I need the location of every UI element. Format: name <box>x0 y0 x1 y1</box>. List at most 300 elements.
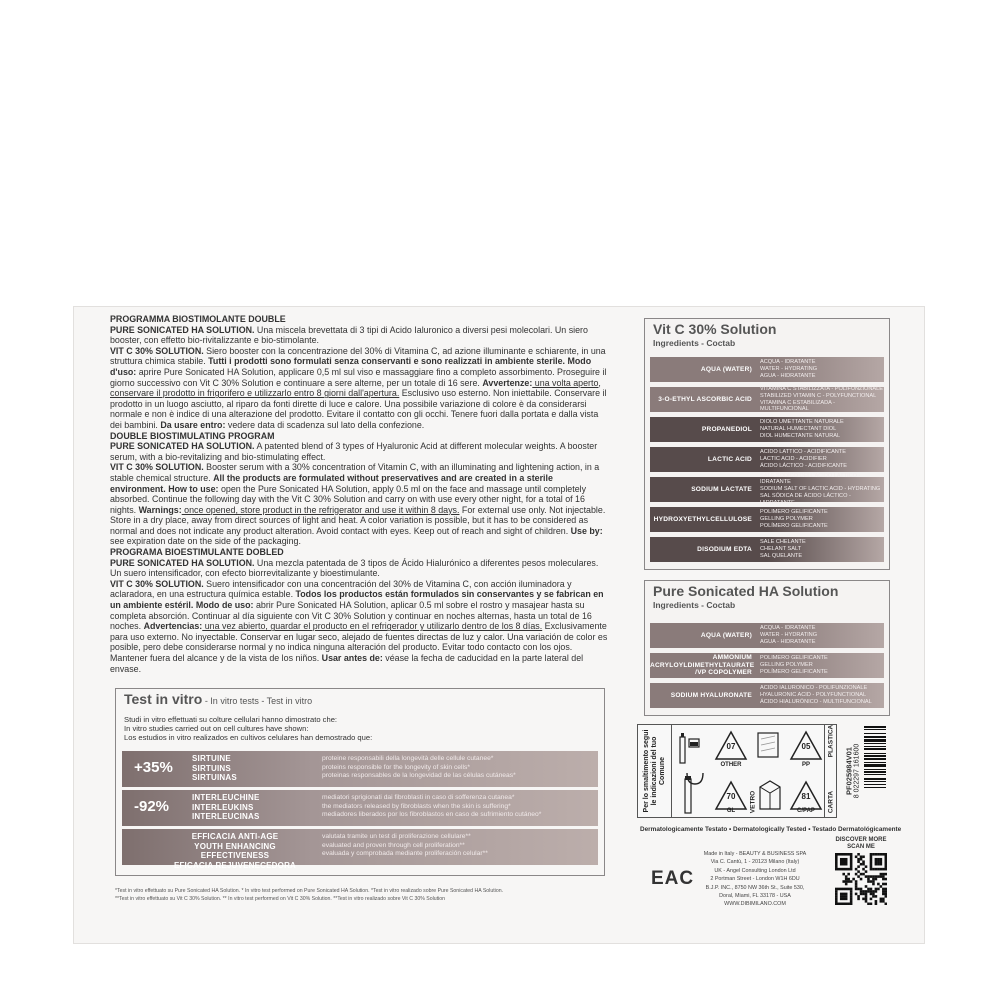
ingredient-name: HYDROXYETHYLCELLULOSE <box>653 515 752 523</box>
footnotes: *Test in vitro effettuato su Pure Sonicated HA Solution. * In vitro test performed on Pure Sonicated HA Solution. *Test in vitro realizado sobre Pure Sonicated HA Solution. **Test in vitro effettuato su Vit C 30% Solution. ** In vitro test performed on Vit C 30% Solution. **Test in vitro realizado sobre Vit C 30% Solution <box>115 888 504 902</box>
qr-module <box>837 868 840 871</box>
qr-module <box>882 888 885 891</box>
qr-module <box>850 865 853 868</box>
qr-module <box>885 873 887 876</box>
barcode-bar <box>864 774 886 775</box>
qr-module <box>845 868 848 871</box>
qr-module <box>860 878 863 881</box>
material-carta: CARTA <box>827 790 834 814</box>
qr-module <box>867 875 870 878</box>
qr-module <box>862 860 865 863</box>
ingredient-function: ACIDO LATTICO - ACIDIFICANTE LACTIC ACID - ACIDIFIER ÁCIDO LÁCTICO - ACIDIFICANTE <box>760 449 848 469</box>
recycle-name-cpap: C/PAP <box>797 808 815 814</box>
qr-module <box>862 863 865 866</box>
qr-module <box>870 893 873 896</box>
vitc-ingredient-row <box>650 417 884 442</box>
qr-module <box>885 858 887 861</box>
ingredient-name: 3-O-ETHYL ASCORBIC ACID <box>658 395 752 403</box>
bottle-and-cap-icon <box>674 729 714 769</box>
barcode-bar <box>864 753 886 754</box>
film-sheet-icon <box>756 731 780 759</box>
qr-module <box>875 853 878 856</box>
qr-module <box>857 895 860 898</box>
recycle-code-70: 70 <box>726 792 736 801</box>
qr-module <box>870 875 873 878</box>
qr-module <box>865 895 868 898</box>
qr-module <box>872 880 875 883</box>
qr-module <box>850 880 853 883</box>
qr-module <box>860 858 863 861</box>
qr-module <box>870 853 873 856</box>
qr-module <box>870 863 873 866</box>
qr-module <box>845 875 848 878</box>
qr-module <box>875 868 878 871</box>
qr-module <box>840 888 843 891</box>
qr-module <box>842 898 845 901</box>
english-paragraph-vitc: VIT C 30% SOLUTION. Booster serum with a 30% concentration of Vitamin C, with an illuminating and lightening action, in a stable chemical structure. All the products are formulated without preservatives and are created in a sterile environment. How to use: open the Pure Sonicated HA Solution, apply 0.5 ml on the face and massage until completely absorbed. Continue the following day with the Vit C 30% Solution and carry on with use every other night, for a total of 16 nights. Warnings: once opened, store product in the refrigerator and use it within 8 days. For external use only. Not injectable. Store in a dry place, away from direct sources of light and heat. A color variation is possible, but it has to be considered as normal and does not indicate any product alteration. Avoid contact with eyes. Keep out of reach and sight of children. Use by: see expiration date on the side of the packaging. <box>110 462 606 547</box>
qr-module <box>872 895 875 898</box>
qr-module <box>882 868 885 871</box>
qr-module <box>850 868 853 871</box>
qr-module <box>850 863 853 866</box>
qr-module <box>860 890 863 893</box>
barcode-bar <box>864 778 886 780</box>
qr-module <box>855 888 858 891</box>
recycling-info <box>637 724 837 818</box>
qr-module <box>840 858 843 861</box>
website-link[interactable]: WWW.DIBIMILANO.COM <box>724 901 786 908</box>
qr-module <box>870 890 873 893</box>
ingredient-name: PROPANEDIOL <box>701 425 752 433</box>
qr-module <box>850 860 853 863</box>
ingredient-function: ACQUA - IDRATANTE WATER - HYDRATING AGUA - HIDRATANTE <box>760 625 818 645</box>
qr-module <box>870 888 873 891</box>
qr-module <box>847 868 850 871</box>
qr-module <box>845 883 848 886</box>
qr-module <box>862 873 865 876</box>
ha-panel-subtitle: Ingredients - Coctab <box>653 600 736 610</box>
qr-module <box>870 880 873 883</box>
ingredient-function: POLIMERO GELIFICANTE GELLING POLYMER POLÍMERO GELIFICANTE <box>760 655 828 675</box>
spanish-paragraph-ha: PURE SONICATED HA SOLUTION. Una mezcla patentada de 3 tipos de Ácido Hialurónico a diferentes pesos moleculares. Un suero intensificador, con efecto biorrevitalizante y bioestimulante. <box>110 557 599 579</box>
qr-module <box>857 853 860 856</box>
qr-module <box>877 860 880 863</box>
qr-module <box>870 898 873 901</box>
qr-module <box>885 853 887 856</box>
qr-module <box>867 880 870 883</box>
qr-module <box>875 888 878 891</box>
qr-module <box>862 898 865 901</box>
qr-module <box>880 900 883 903</box>
qr-module <box>885 890 887 893</box>
vitc-ingredient-row <box>650 387 884 412</box>
qr-module <box>882 878 885 881</box>
vitc-ingredient-row <box>650 357 884 382</box>
barcode-bar <box>864 781 886 782</box>
qr-module <box>850 893 853 896</box>
qr-module <box>855 883 858 886</box>
qr-module <box>857 870 860 873</box>
qr-module <box>885 878 887 881</box>
qr-module <box>875 903 878 905</box>
qr-code-icon[interactable] <box>835 853 887 905</box>
qr-module <box>845 858 848 861</box>
qr-module <box>835 860 838 863</box>
qr-module <box>870 868 873 871</box>
qr-module <box>837 853 840 856</box>
qr-module <box>842 888 845 891</box>
barcode-bar <box>864 743 886 744</box>
qr-module <box>842 880 845 883</box>
product-code: PF025984V01 <box>844 747 854 795</box>
interleukin-names: INTERLEUCHINE INTERLEUKINS INTERLEUCINAS <box>192 793 260 821</box>
qr-module <box>837 903 840 905</box>
qr-module <box>845 895 848 898</box>
qr-module <box>845 888 848 891</box>
english-paragraph-ha: PURE SONICATED HA SOLUTION. A patented blend of 3 types of Hyaluronic Acid at different molecular weights. A booster serum, with a bio-revitalizing and bio-stimulating effect. <box>110 441 598 462</box>
qr-module <box>842 868 845 871</box>
qr-module <box>875 858 878 861</box>
qr-module <box>842 895 845 898</box>
in-vitro-subtitle: - In vitro tests - Test in vitro <box>202 696 313 706</box>
discover-more-label: DISCOVER MORE SCAN ME <box>835 837 887 850</box>
qr-module <box>867 890 870 893</box>
qr-module <box>877 858 880 861</box>
qr-module <box>862 868 865 871</box>
ingredient-name: DISODIUM EDTA <box>697 545 752 553</box>
qr-module <box>880 863 883 866</box>
qr-module <box>842 903 845 905</box>
qr-module <box>885 863 887 866</box>
qr-module <box>880 858 883 861</box>
vitc-panel-subtitle: Ingredients - Coctab <box>653 338 736 348</box>
qr-module <box>877 888 880 891</box>
ha-ingredient-row <box>650 683 884 708</box>
qr-module <box>862 855 865 858</box>
qr-module <box>840 860 843 863</box>
eac-mark: EAC <box>651 868 695 889</box>
italian-paragraph-vitc: VIT C 30% SOLUTION. Siero booster con la concentrazione del 30% di Vitamina C, ad azione illuminante e schiarente, in una struttura chimica stabile. Tutti i prodotti sono formulati senza conservanti e sono realizzati in ambiente sterile. Modo d'uso: aprire Pure Sonicated HA Solution, applicare 0,5 ml sul viso e massaggiare fino a completo assorbimento. Proseguire il giorno successivo con Vit C 30% Solution e continuare a sere alterne, per un totale di 16 sere. Avvertenze: una volta aperto, conservare il prodotto in frigorifero e utilizzarlo entro 8 giorni dall'apertura. Esclusivo uso esterno. Non iniettabile. Conservare il prodotto in un luogo asciutto, al riparo da fonti dirette di luce e calore. Una possibile variazione di colore è da considerarsi normale e non è indice di una alterazione del prodotto. Evitare il contatto con gli occhi. Tenere fuori dalla portata e dalla vista dei bambini. Da usare entro: vedere data di scadenza sul lato della confezione. <box>110 345 607 430</box>
recycle-code-07: 07 <box>726 742 736 751</box>
barcode-bar <box>864 787 886 788</box>
vitc-ingredient-row <box>650 537 884 562</box>
manufacturer-address: Made in Italy - BEAUTY & BUSINESS SPA Via C. Cantù, 1 - 20123 Milano (Italy) UK - Angel Consulting London Ltd 2 Portman Street - London W1H 6DU B.J.P. INC., 8750 NW 36th St., Suite 530, Doral, Miami, FL 33178 - USA WWW.DIBIMILANO.COM <box>690 850 820 909</box>
ha-ingredients-panel <box>644 580 890 716</box>
barcode-number: 8 022297 161600 <box>853 743 861 799</box>
vitc-ingredient-row <box>650 507 884 532</box>
qr-module <box>872 883 875 886</box>
dermatologically-tested-line: Dermatologicamente Testato • Dermatologically Tested • Testado Dermatológicamente <box>640 826 902 833</box>
qr-module <box>870 865 873 868</box>
qr-module <box>875 900 878 903</box>
barcode-bar <box>864 726 886 728</box>
qr-module <box>842 873 845 876</box>
qr-module <box>865 900 868 903</box>
qr-module <box>835 888 838 891</box>
qr-module <box>845 853 848 856</box>
ingredient-function: ACIDO IALURONICO - POLIFUNZIONALE HYALURONIC ACID - POLYFUNCTIONAL ÁCIDO HIALURÓNICO - MULTIFUNCIONAL <box>760 685 872 705</box>
ingredient-function: SALE SODICO DELL'ACIDO LATTICO - IDRATANTE SODIUM SALT OF LACTIC ACID - HYDRATING SAL SÓDICA DE ÁCIDO LÁCTICO - HIDRATANTE <box>760 472 881 506</box>
anti-age-description: valutata tramite un test di proliferazione cellulare** evaluated and proven through cell proliferation** evaluada y comprobada mediante proliferación celular** <box>322 833 488 858</box>
qr-module <box>850 890 853 893</box>
qr-module <box>835 863 838 866</box>
qr-module <box>850 898 853 901</box>
qr-module <box>885 893 887 896</box>
interleukin-percent: -92% <box>134 798 170 815</box>
qr-module <box>842 863 845 866</box>
qr-module <box>835 858 838 861</box>
qr-module <box>857 860 860 863</box>
barcode-bar <box>864 746 886 747</box>
qr-module <box>845 880 848 883</box>
qr-module <box>855 868 858 871</box>
interleukin-description: mediatori sprigionati dai fibroblasti in caso di sofferenza cutanea* the mediators released by fibroblasts when the skin is suffering* mediadores liberados por los fibroblastos en caso de sufrimiento cutáneo* <box>322 794 542 819</box>
qr-module <box>877 863 880 866</box>
qr-module <box>867 903 870 905</box>
ingredient-name: AQUA (WATER) <box>700 365 752 373</box>
qr-module <box>885 865 887 868</box>
qr-module <box>882 900 885 903</box>
ingredient-name: AQUA (WATER) <box>700 631 752 639</box>
qr-module <box>845 878 848 881</box>
qr-module <box>842 893 845 896</box>
qr-module <box>857 898 860 901</box>
qr-module <box>880 885 883 888</box>
english-heading: DOUBLE BIOSTIMULATING PROGRAM <box>110 430 275 441</box>
italian-heading: PROGRAMMA BIOSTIMOLANTE DOUBLE <box>110 314 286 324</box>
in-vitro-test-panel <box>115 688 605 876</box>
qr-module <box>857 865 860 868</box>
qr-module <box>872 890 875 893</box>
qr-module <box>865 885 868 888</box>
qr-module <box>845 893 848 896</box>
in-vitro-intro: Studi in vitro effettuati su colture cellulari hanno dimostrato che: In vitro studies carried out on cell cultures have shown: Los estudios in vitro realizados en cultivos celulares han demostrado que: <box>124 715 373 742</box>
qr-module <box>875 895 878 898</box>
product-description-text <box>110 314 608 684</box>
barcode-bar <box>864 771 886 773</box>
qr-module <box>855 855 858 858</box>
qr-module <box>850 888 853 891</box>
spanish-paragraph-vitc: VIT C 30% SOLUTION. Suero intensificador con una concentración del 30% de Vitamina C, con acción iluminadora y aclaradora, en una estructura química estable. Todos los productos están formulados sin conservantes y se fabrican en un ambiente estéril. Modo de uso: abrir Pure Sonicated HA Solution, aplicar 0.5 ml sobre el rostro y masajear hasta su completa absorción. Continuar al día siguiente con Vit C 30% Solution y continuar en noches alternas, hasta un total de 16 noches. Advertencias: una vez abierto, guardar el producto en el refrigerador y utilizarlo dentro de los 8 días. Exclusivamente para uso externo. No inyectable. Conservar en lugar seco, alejado de fuentes directas de luz y calor. Una variación de color es posible, pero debe considerarse normal y no indica ninguna alteración del producto. Evitar todo contacto con los ojos. Mantener fuera del alcance y de la vista de los niños. Usar antes de: véase la fecha de caducidad en la parte lateral del envase. <box>110 578 608 674</box>
qr-module <box>872 875 875 878</box>
sirtuin-names: SIRTUINE SIRTUINS SIRTUINAS <box>192 754 237 782</box>
qr-module <box>865 870 868 873</box>
anti-age-result-row <box>122 829 598 870</box>
box-icon <box>756 777 784 813</box>
qr-module <box>835 890 838 893</box>
qr-module <box>835 900 838 903</box>
qr-module <box>862 893 865 896</box>
barcode-bar <box>864 748 886 750</box>
qr-module <box>860 855 863 858</box>
qr-module <box>882 875 885 878</box>
qr-module <box>842 853 845 856</box>
recycle-name-pp: PP <box>801 762 810 768</box>
qr-module <box>847 853 850 856</box>
ha-ingredient-row <box>650 623 884 648</box>
ingredient-function: POLIMERO GELIFICANTE GELLING POLYMER POLÍMERO GELIFICANTE <box>760 509 828 529</box>
material-plastica: PLASTICA <box>827 724 835 758</box>
qr-module <box>847 880 850 883</box>
ha-ingredient-row <box>650 653 884 678</box>
interleukin-result-row <box>122 790 598 826</box>
qr-module <box>875 875 878 878</box>
qr-module <box>855 873 858 876</box>
qr-module <box>845 863 848 866</box>
barcode-bar <box>864 733 886 734</box>
qr-module <box>882 853 885 856</box>
qr-module <box>835 853 838 856</box>
qr-module <box>842 860 845 863</box>
qr-module <box>882 893 885 896</box>
qr-module <box>835 868 838 871</box>
ingredient-name: SODIUM HYALURONATE <box>670 691 752 699</box>
barcode-bar <box>864 758 886 760</box>
qr-module <box>857 888 860 891</box>
barcode-bar <box>864 769 886 770</box>
qr-module <box>877 868 880 871</box>
barcode-bar <box>864 736 886 738</box>
anti-age-names: EFFICACIA ANTI-AGE YOUTH ENHANCING EFFECTIVENESS EFICACIA REJUVENECEDORA <box>173 832 297 870</box>
qr-module <box>877 853 880 856</box>
recycling-label: Per lo smaltimento segui le indicazioni del tuo Comune <box>638 725 672 817</box>
in-vitro-title: Test in vitro - In vitro tests - Test in vitro <box>124 691 313 707</box>
qr-module <box>840 893 843 896</box>
material-carta-cell <box>824 789 837 815</box>
material-vetro: VETRO <box>749 790 757 814</box>
qr-module <box>885 868 887 871</box>
vitc-ingredient-row <box>650 472 884 506</box>
qr-module <box>847 888 850 891</box>
qr-module <box>870 855 873 858</box>
qr-module <box>850 895 853 898</box>
vial-icon <box>682 775 694 815</box>
barcode-bar <box>864 784 886 785</box>
qr-module <box>845 860 848 863</box>
qr-module <box>855 885 858 888</box>
qr-module <box>875 863 878 866</box>
qr-module <box>862 890 865 893</box>
material-vetro-cell <box>746 789 760 815</box>
qr-module <box>857 875 860 878</box>
qr-module <box>850 858 853 861</box>
italian-paragraph-ha: PURE SONICATED HA SOLUTION. Una miscela brevettata di 3 tipi di Acido Ialuronico a diversi pesi molecolari. Un siero booster, con effetto bio-rivitalizzante e bio-stimolante. <box>110 324 588 346</box>
qr-module <box>885 903 887 905</box>
barcode-bar <box>864 729 886 730</box>
barcode-bar <box>864 764 886 767</box>
qr-module <box>840 868 843 871</box>
qr-module <box>870 860 873 863</box>
qr-module <box>865 898 868 901</box>
qr-module <box>837 888 840 891</box>
qr-module <box>880 868 883 871</box>
qr-module <box>850 900 853 903</box>
qr-module <box>840 898 843 901</box>
qr-module <box>860 873 863 876</box>
qr-module <box>880 898 883 901</box>
qr-module <box>885 883 887 886</box>
barcode-bar <box>864 739 886 742</box>
qr-module <box>840 895 843 898</box>
qr-module <box>877 883 880 886</box>
qr-module <box>882 873 885 876</box>
qr-module <box>850 853 853 856</box>
qr-module <box>882 898 885 901</box>
qr-module <box>880 875 883 878</box>
qr-module <box>845 903 848 905</box>
qr-module <box>842 858 845 861</box>
ingredient-function: DIOLO UMETTANTE NATURALE NATURAL HUMECTANT DIOL DIOL HUMECTANTE NATURAL <box>760 419 844 439</box>
qr-module <box>872 868 875 871</box>
qr-module <box>860 888 863 891</box>
qr-module <box>835 895 838 898</box>
qr-module <box>865 865 868 868</box>
barcode-bar <box>864 755 886 757</box>
qr-module <box>875 890 878 893</box>
qr-module <box>885 895 887 898</box>
ingredient-name: LACTIC ACID <box>707 455 752 463</box>
qr-module <box>880 853 883 856</box>
recycle-name-gl: GL <box>726 808 736 814</box>
qr-module <box>877 875 880 878</box>
recycle-code-81: 81 <box>801 792 811 801</box>
spanish-heading: PROGRAMA BIOESTIMULANTE DOBLED <box>110 547 284 558</box>
qr-module <box>852 878 855 881</box>
ingredient-name: SODIUM LACTATE <box>691 485 752 493</box>
qr-module <box>840 903 843 905</box>
qr-module <box>865 893 868 896</box>
sirtuin-percent: +35% <box>134 759 173 776</box>
recycle-code-05: 05 <box>801 742 811 751</box>
qr-module <box>835 855 838 858</box>
qr-module <box>847 873 850 876</box>
ha-panel-title: Pure Sonicated HA Solution <box>653 583 839 599</box>
qr-module <box>875 860 878 863</box>
qr-module <box>847 878 850 881</box>
qr-module <box>855 880 858 883</box>
qr-module <box>835 865 838 868</box>
qr-module <box>850 903 853 905</box>
qr-module <box>872 878 875 881</box>
qr-module <box>880 860 883 863</box>
qr-module <box>870 858 873 861</box>
qr-module <box>840 863 843 866</box>
qr-module <box>870 903 873 905</box>
qr-module <box>885 860 887 863</box>
qr-module <box>857 858 860 861</box>
qr-module <box>875 878 878 881</box>
qr-module <box>845 898 848 901</box>
qr-module <box>865 875 868 878</box>
qr-module <box>867 888 870 891</box>
qr-module <box>860 863 863 866</box>
qr-module <box>885 855 887 858</box>
qr-module <box>885 888 887 891</box>
qr-module <box>867 878 870 881</box>
qr-module <box>882 883 885 886</box>
qr-module <box>865 890 868 893</box>
barcode-bar <box>864 762 886 763</box>
vitc-panel-title: Vit C 30% Solution <box>653 321 777 337</box>
qr-module <box>850 855 853 858</box>
ingredient-function: ACQUA - IDRATANTE WATER - HYDRATING AGUA - HIDRATANTE <box>760 359 818 379</box>
vitc-ingredients-panel <box>644 318 890 570</box>
qr-module <box>882 890 885 893</box>
qr-module <box>840 853 843 856</box>
qr-module <box>872 853 875 856</box>
qr-module <box>880 873 883 876</box>
ingredient-function: SALE CHELANTE CHELANT SALT SAL QUELANTE <box>760 539 806 559</box>
